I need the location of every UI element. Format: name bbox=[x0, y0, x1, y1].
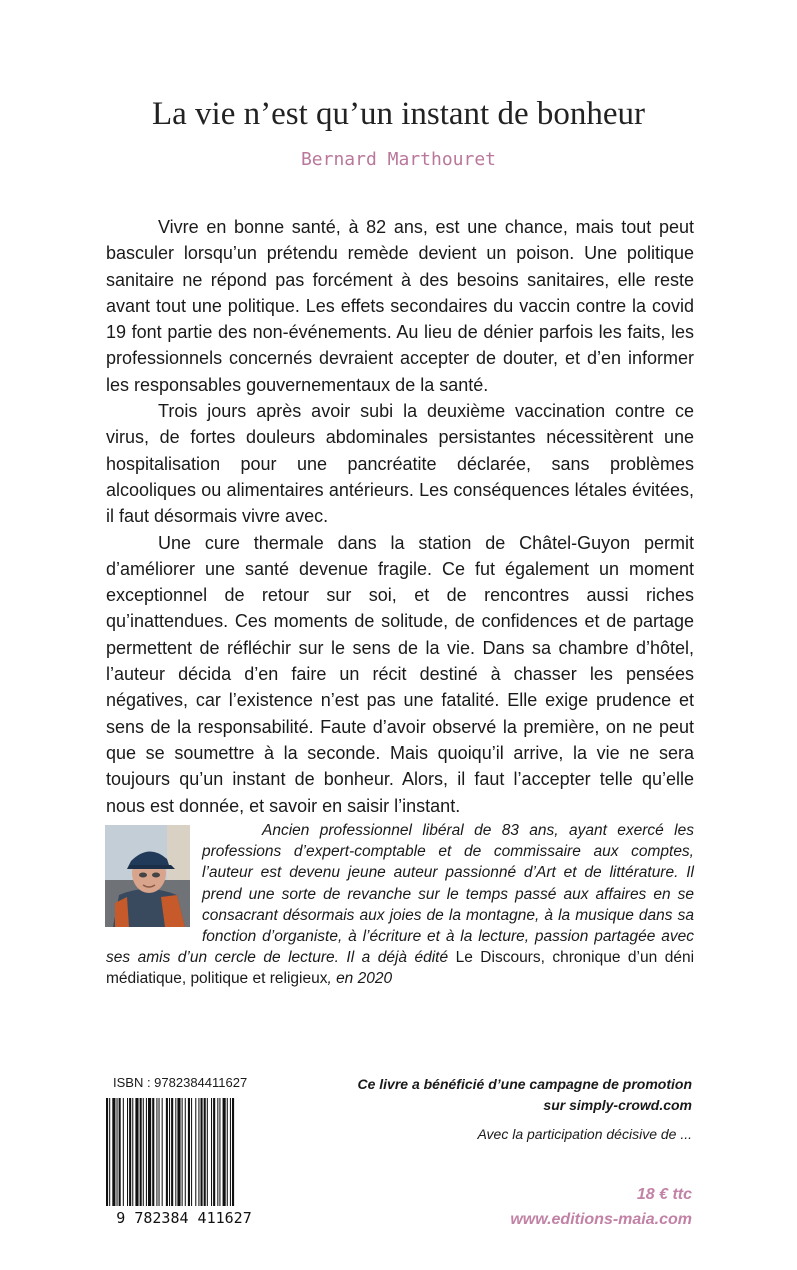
barcode-bar bbox=[143, 1098, 144, 1206]
barcode-bar bbox=[171, 1098, 173, 1206]
participation-note: Avec la participation décisive de ... bbox=[477, 1126, 692, 1142]
barcode-bar bbox=[112, 1098, 115, 1206]
bio-text-end: , en 2020 bbox=[327, 970, 393, 988]
barcode-bar bbox=[135, 1098, 138, 1206]
barcode-bar bbox=[195, 1098, 196, 1206]
price: 18 € ttc bbox=[636, 1186, 692, 1203]
barcode-bar bbox=[188, 1098, 190, 1206]
barcode-bar bbox=[162, 1098, 163, 1206]
isbn-label: ISBN : 9782384411627 bbox=[113, 1075, 248, 1090]
barcode-bar bbox=[140, 1098, 142, 1206]
barcode-bars bbox=[106, 1098, 234, 1206]
barcode-bar bbox=[227, 1098, 228, 1206]
barcode-bar bbox=[166, 1098, 168, 1206]
barcode-bar bbox=[127, 1098, 128, 1206]
barcode-bar bbox=[198, 1098, 199, 1206]
barcode-bar bbox=[175, 1098, 176, 1206]
author-name: Bernard Marthouret bbox=[300, 149, 497, 170]
barcode-bar bbox=[191, 1098, 192, 1206]
barcode-bar bbox=[204, 1098, 206, 1206]
barcode-bar bbox=[109, 1098, 110, 1206]
summary-paragraph: Vivre en bonne santé, à 82 ans, est une chance, mais tout peut basculer lorsqu’un prétendu remède devient un poison. Une politique sanitaire ne répond pas forcément à des besoins sanitaires, elle reste avant tout une politique. Les effets secondaires du vaccin contre la covid 19 font partie des non-événements. Au lieu de dénier parfois les faits, les professionnels concernés devraient accepter de douter, et d’en informer les responsables gouvernementaux de la santé. bbox=[106, 217, 694, 395]
author-bio bbox=[106, 820, 694, 990]
barcode-bar bbox=[119, 1098, 121, 1206]
promotion-line-1: Ce livre a bénéficié d’une campagne de promotion bbox=[357, 1076, 692, 1092]
barcode-bar bbox=[211, 1098, 212, 1206]
barcode-bar bbox=[129, 1098, 131, 1206]
summary-text bbox=[106, 214, 694, 819]
barcode-icon bbox=[100, 1096, 268, 1226]
barcode-bar bbox=[177, 1098, 180, 1206]
summary-paragraph: Une cure thermale dans la station de Châtel-Guyon permit d’améliorer une santé devenue fragile. Ce fut également un moment exceptionnel de retour sur soi, et de rencontres aussi riches qu’inattendues. Ces moments de solitude, de confidences et de partage permettent de réfléchir sur le sens de la vie. Dans sa chambre d’hôtel, l’auteur décida d’en faire un récit destiné à chasser les pensées négatives, car l’existence n’est pas une fatalité. Elle exige prudence et sens de la responsabilité. Faute d’avoir observé la première, on ne peut que se soumettre à la seconde. Mais quoiqu’il arrive, la vie ne sera toujours qu’un instant de bonheur. Alors, il faut l’accepter telle qu’elle nous est donnée, et savoir en saisir l’instant. bbox=[106, 532, 694, 816]
barcode-bar bbox=[152, 1098, 154, 1206]
barcode-bar bbox=[132, 1098, 133, 1206]
barcode-bar bbox=[169, 1098, 170, 1206]
bio-book-title: Le Discours, chronique d’un déni médiatique, politique et religieux bbox=[106, 949, 695, 988]
summary-paragraph: Trois jours après avoir subi la deuxième vaccination contre ce virus, de fortes douleurs abdominales persistantes nécessitèrent une hospitalisation pour une pancréatite déclarée, sans problèmes alcooliques ou alimentaires antérieurs. Les conséquences létales évitées, il faut désormais vivre avec. bbox=[106, 401, 694, 527]
bio-text: Ancien professionnel libéral de 83 ans, ayant exercé les professions d’expert-comptable et de commissaire aux comptes, l’auteur est devenu jeune auteur passionné d’Art et de littérature. Il prend une sorte de revanche sur le temps passé aux affaires en se consacrant désormais aux joies de la montagne, à la musique dans sa fonction d’organiste, à l’écriture et à la lecture, passion partagée avec ses amis d’un cercle de lecture. Il a déjà édité bbox=[106, 822, 694, 967]
promotion-note bbox=[272, 1074, 692, 1116]
barcode-bar bbox=[123, 1098, 124, 1206]
barcode-bar bbox=[117, 1098, 118, 1206]
barcode-bar bbox=[219, 1098, 220, 1206]
barcode-bar bbox=[207, 1098, 208, 1206]
barcode-bar bbox=[223, 1098, 226, 1206]
barcode-bar bbox=[232, 1098, 234, 1206]
barcode-bar bbox=[182, 1098, 183, 1206]
publisher-website: www.editions-maia.com bbox=[510, 1211, 692, 1228]
barcode-bar bbox=[185, 1098, 186, 1206]
barcode-bar bbox=[217, 1098, 218, 1206]
barcode-bar bbox=[159, 1098, 160, 1206]
barcode-digits: 9 782384 411627 bbox=[116, 1209, 252, 1226]
barcode-bar bbox=[201, 1098, 203, 1206]
barcode-bar bbox=[156, 1098, 157, 1206]
barcode-bar bbox=[146, 1098, 147, 1206]
promotion-line-2: sur simply-crowd.com bbox=[543, 1097, 692, 1113]
book-title: La vie n’est qu’un instant de bonheur bbox=[151, 96, 646, 132]
barcode-bar bbox=[213, 1098, 215, 1206]
barcode-bar bbox=[230, 1098, 231, 1206]
barcode-bar bbox=[106, 1098, 108, 1206]
barcode-bar bbox=[148, 1098, 151, 1206]
